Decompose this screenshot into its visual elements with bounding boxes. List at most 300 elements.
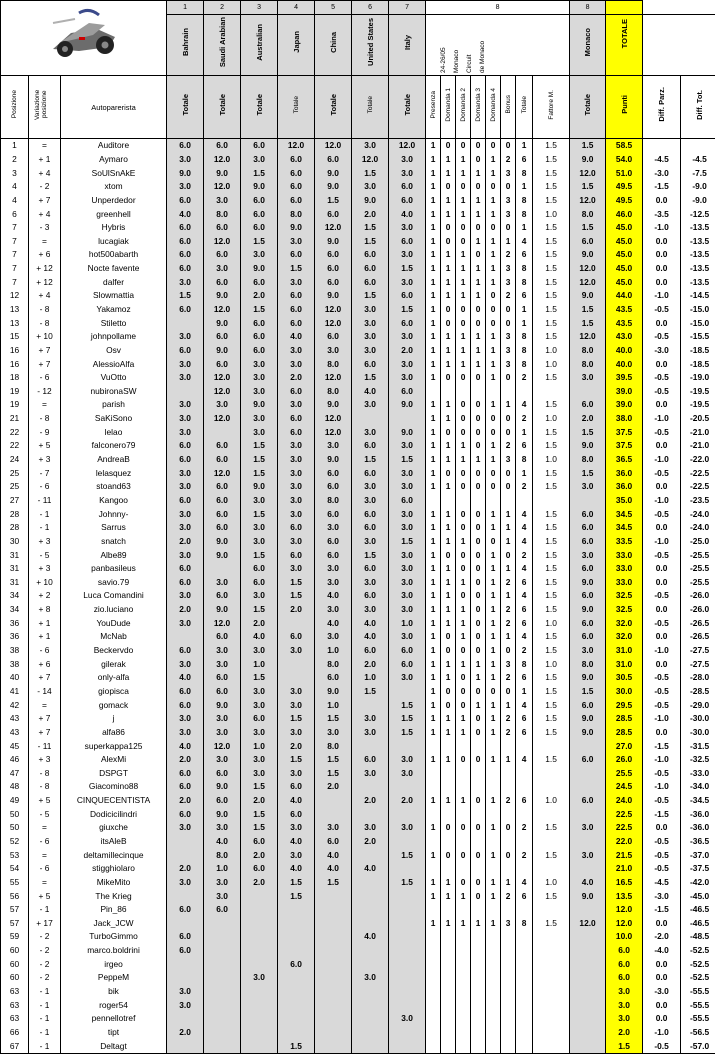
cell-name: falconero79 — [61, 439, 167, 453]
cell-d1: 1 — [441, 753, 456, 767]
cell-r5 — [315, 998, 352, 1012]
cell-fattore-m: 1.5 — [533, 289, 570, 303]
cell-fattore-m: 1.5 — [533, 180, 570, 194]
cell-d1 — [441, 739, 456, 753]
cell-d4 — [486, 903, 501, 917]
cell-d4: 0 — [486, 139, 501, 153]
cell-presenza: 1 — [426, 275, 441, 289]
cell-r8 — [570, 985, 606, 999]
cell-diff-parz: -1.0 — [643, 289, 681, 303]
cell-punti: 45.0 — [606, 248, 643, 262]
cell-gp8-totale: 2 — [516, 644, 533, 658]
cell-r3: 2.0 — [241, 616, 278, 630]
cell-fattore-m: 1.5 — [533, 753, 570, 767]
cell-diff-tot: -55.5 — [681, 1012, 715, 1026]
cell-fattore-m: 1.5 — [533, 439, 570, 453]
cell-d2: 1 — [456, 153, 471, 167]
table-row — [1, 753, 715, 767]
cell-pos: 34 — [1, 603, 29, 617]
cell-presenza: 1 — [426, 221, 441, 235]
cell-bonus: 1 — [501, 398, 516, 412]
cell-r6: 4.0 — [352, 630, 389, 644]
cell-var: - 5 — [29, 548, 61, 562]
cell-gp8-totale: 6 — [516, 439, 533, 453]
logo-cell — [1, 1, 167, 76]
cell-pos: 3 — [1, 166, 29, 180]
table-row — [1, 248, 715, 262]
cell-presenza — [426, 385, 441, 399]
cell-presenza — [426, 862, 441, 876]
cell-r4: 1.5 — [278, 589, 315, 603]
cell-d3: 1 — [471, 275, 486, 289]
cell-pos: 38 — [1, 657, 29, 671]
cell-r2: 12.0 — [204, 371, 241, 385]
cell-diff-tot: -13.5 — [681, 248, 715, 262]
cell-r5: 3.0 — [315, 439, 352, 453]
cell-diff-parz: -3.0 — [643, 344, 681, 358]
cell-d4 — [486, 971, 501, 985]
cell-diff-tot: -37.0 — [681, 848, 715, 862]
cell-d3: 1 — [471, 289, 486, 303]
cell-d1: 0 — [441, 316, 456, 330]
cell-fattore-m: 1.0 — [533, 616, 570, 630]
cell-r2: 3.0 — [204, 889, 241, 903]
cell-r8 — [570, 862, 606, 876]
cell-d3 — [471, 971, 486, 985]
cell-var: + 7 — [29, 712, 61, 726]
cell-d4 — [486, 862, 501, 876]
cell-presenza: 1 — [426, 753, 441, 767]
cell-r7: 1.5 — [389, 453, 426, 467]
table-row — [1, 357, 715, 371]
cell-r2: 12.0 — [204, 234, 241, 248]
totale-top — [606, 1, 643, 15]
cell-punti: 45.0 — [606, 234, 643, 248]
cell-r2: 6.0 — [204, 330, 241, 344]
table-row — [1, 726, 715, 740]
cell-d3: 0 — [471, 248, 486, 262]
cell-d1: 1 — [441, 535, 456, 549]
cell-r7: 3.0 — [389, 671, 426, 685]
cell-r2: 9.0 — [204, 548, 241, 562]
cell-r2: 3.0 — [204, 657, 241, 671]
cell-d1: 1 — [441, 248, 456, 262]
cell-presenza: 1 — [426, 207, 441, 221]
cell-r6: 3.0 — [352, 480, 389, 494]
cell-r2: 3.0 — [204, 712, 241, 726]
cell-diff-tot: -31.5 — [681, 739, 715, 753]
cell-d2: 0 — [456, 180, 471, 194]
cell-d4: 1 — [486, 698, 501, 712]
cell-r6: 6.0 — [352, 562, 389, 576]
cell-punti: 33.0 — [606, 576, 643, 590]
cell-r8: 6.0 — [570, 521, 606, 535]
cell-pos: 4 — [1, 180, 29, 194]
cell-r5 — [315, 1012, 352, 1026]
cell-r1: 3.0 — [167, 425, 204, 439]
cell-gp8-totale: 2 — [516, 412, 533, 426]
cell-r8: 12.0 — [570, 275, 606, 289]
cell-r6: 1.5 — [352, 453, 389, 467]
cell-gp8-totale: 6 — [516, 616, 533, 630]
cell-r2: 3.0 — [204, 753, 241, 767]
cell-r6 — [352, 412, 389, 426]
cell-var: - 6 — [29, 862, 61, 876]
cell-d1: 0 — [441, 139, 456, 153]
cell-gp8-totale — [516, 944, 533, 958]
cell-r3: 6.0 — [241, 562, 278, 576]
cell-r6: 3.0 — [352, 603, 389, 617]
cell-diff-tot: -56.5 — [681, 1026, 715, 1040]
cell-d4 — [486, 807, 501, 821]
cell-diff-parz: -0.5 — [643, 385, 681, 399]
cell-d3: 0 — [471, 153, 486, 167]
cell-pos: 25 — [1, 466, 29, 480]
cell-r4: 2.0 — [278, 603, 315, 617]
cell-presenza — [426, 1012, 441, 1026]
cell-r8 — [570, 494, 606, 508]
race-number-6: 6 — [352, 1, 389, 15]
cell-gp8-totale — [516, 1012, 533, 1026]
cell-r4: 3.0 — [278, 726, 315, 740]
cell-r2: 8.0 — [204, 207, 241, 221]
cell-var: - 2 — [29, 957, 61, 971]
cell-var: - 1 — [29, 903, 61, 917]
col-totale-8: Totale — [583, 94, 592, 116]
cell-d4 — [486, 944, 501, 958]
cell-fattore-m — [533, 985, 570, 999]
cell-fattore-m: 1.5 — [533, 166, 570, 180]
cell-diff-tot: -21.0 — [681, 425, 715, 439]
cell-pos: 53 — [1, 848, 29, 862]
cell-gp8-totale: 2 — [516, 821, 533, 835]
cell-r7 — [389, 957, 426, 971]
cell-d1: 1 — [441, 671, 456, 685]
race-number-7: 7 — [389, 1, 426, 15]
cell-d2: 1 — [456, 794, 471, 808]
cell-r4: 3.0 — [278, 562, 315, 576]
cell-diff-parz: -0.5 — [643, 1039, 681, 1053]
cell-d4: 1 — [486, 889, 501, 903]
cell-punti: 39.5 — [606, 371, 643, 385]
cell-r2: 3.0 — [204, 194, 241, 208]
cell-r8 — [570, 807, 606, 821]
cell-var: - 8 — [29, 766, 61, 780]
cell-r3 — [241, 944, 278, 958]
cell-diff-parz: 0.0 — [643, 971, 681, 985]
cell-bonus — [501, 971, 516, 985]
cell-bonus — [501, 739, 516, 753]
cell-r3: 1.5 — [241, 166, 278, 180]
table-row — [1, 385, 715, 399]
cell-d3 — [471, 1039, 486, 1053]
table-row — [1, 589, 715, 603]
cell-fattore-m: 1.5 — [533, 889, 570, 903]
cell-d2: 0 — [456, 562, 471, 576]
cell-r5: 12.0 — [315, 221, 352, 235]
table-row — [1, 425, 715, 439]
cell-name: DSPGT — [61, 766, 167, 780]
cell-fattore-m: 1.0 — [533, 876, 570, 890]
cell-d4: 1 — [486, 671, 501, 685]
cell-d3: 0 — [471, 589, 486, 603]
cell-d4: 0 — [486, 303, 501, 317]
cell-presenza — [426, 944, 441, 958]
cell-gp8-totale — [516, 985, 533, 999]
cell-d2 — [456, 780, 471, 794]
cell-var: - 6 — [29, 835, 61, 849]
cell-d2: 0 — [456, 234, 471, 248]
cell-r4: 6.0 — [278, 316, 315, 330]
cell-bonus: 1 — [501, 562, 516, 576]
cell-d2: 0 — [456, 821, 471, 835]
cell-d1: 1 — [441, 521, 456, 535]
cell-r3 — [241, 1012, 278, 1026]
cell-d3 — [471, 985, 486, 999]
cell-gp8-totale — [516, 1039, 533, 1053]
cell-bonus — [501, 985, 516, 999]
cell-diff-tot: -9.0 — [681, 194, 715, 208]
cell-r4: 3.0 — [278, 821, 315, 835]
cell-d4: 1 — [486, 166, 501, 180]
cell-name: j — [61, 712, 167, 726]
cell-r3: 9.0 — [241, 180, 278, 194]
cell-pos: 18 — [1, 371, 29, 385]
cell-bonus — [501, 944, 516, 958]
cell-r1: 2.0 — [167, 1026, 204, 1040]
cell-r1: 6.0 — [167, 685, 204, 699]
cell-pos: 54 — [1, 862, 29, 876]
cell-name: dalfer — [61, 275, 167, 289]
cell-name: marco.boldrini — [61, 944, 167, 958]
cell-r8: 6.0 — [570, 616, 606, 630]
table-row — [1, 1012, 715, 1026]
cell-diff-tot: -28.5 — [681, 685, 715, 699]
col-totale-6: Totale — [367, 96, 374, 113]
cell-diff-tot: -25.5 — [681, 562, 715, 576]
cell-d4: 1 — [486, 507, 501, 521]
cell-name: xtom — [61, 180, 167, 194]
cell-name: gilerak — [61, 657, 167, 671]
table-row — [1, 1026, 715, 1040]
cell-punti: 43.5 — [606, 316, 643, 330]
cell-d1: 1 — [441, 412, 456, 426]
cell-var: = — [29, 139, 61, 153]
cell-name: lelao — [61, 425, 167, 439]
cell-r8: 1.5 — [570, 466, 606, 480]
cell-r2: 6.0 — [204, 671, 241, 685]
cell-name: only-alfa — [61, 671, 167, 685]
cell-bonus: 2 — [501, 794, 516, 808]
cell-d2: 0 — [456, 671, 471, 685]
cell-diff-parz: -0.5 — [643, 616, 681, 630]
cell-name: VuOtto — [61, 371, 167, 385]
cell-d3: 0 — [471, 685, 486, 699]
cell-r6: 3.0 — [352, 494, 389, 508]
cell-r2: 6.0 — [204, 139, 241, 153]
cell-r2: 6.0 — [204, 453, 241, 467]
table-row — [1, 821, 715, 835]
cell-diff-parz: -0.5 — [643, 671, 681, 685]
cell-d4: 1 — [486, 153, 501, 167]
cell-punti: 28.5 — [606, 726, 643, 740]
cell-r3: 1.5 — [241, 548, 278, 562]
cell-gp8-totale — [516, 835, 533, 849]
cell-r5: 6.0 — [315, 248, 352, 262]
cell-d4: 1 — [486, 821, 501, 835]
cell-d2: 0 — [456, 303, 471, 317]
cell-r6: 3.0 — [352, 535, 389, 549]
cell-fattore-m: 1.5 — [533, 917, 570, 931]
table-row — [1, 303, 715, 317]
cell-presenza: 1 — [426, 616, 441, 630]
cell-r7: 3.0 — [389, 166, 426, 180]
cell-diff-tot: -12.5 — [681, 207, 715, 221]
cell-diff-tot: -46.5 — [681, 917, 715, 931]
cell-r6 — [352, 698, 389, 712]
cell-bonus: 1 — [501, 630, 516, 644]
cell-punti: 2.0 — [606, 1026, 643, 1040]
cell-r8 — [570, 930, 606, 944]
cell-diff-parz: -0.5 — [643, 425, 681, 439]
cell-presenza: 1 — [426, 562, 441, 576]
cell-r3: 1.0 — [241, 657, 278, 671]
cell-r2: 3.0 — [204, 876, 241, 890]
cell-r3: 3.0 — [241, 521, 278, 535]
cell-d3: 1 — [471, 330, 486, 344]
cell-r7 — [389, 1039, 426, 1053]
cell-r3: 3.0 — [241, 494, 278, 508]
cell-presenza: 1 — [426, 262, 441, 276]
cell-d1: 1 — [441, 576, 456, 590]
cell-fattore-m: 1.0 — [533, 794, 570, 808]
cell-r8: 9.0 — [570, 248, 606, 262]
cell-r5: 8.0 — [315, 657, 352, 671]
cell-r8: 8.0 — [570, 657, 606, 671]
cell-d4: 1 — [486, 330, 501, 344]
cell-presenza: 1 — [426, 439, 441, 453]
cell-fattore-m: 1.5 — [533, 535, 570, 549]
cell-r8: 9.0 — [570, 603, 606, 617]
cell-presenza — [426, 494, 441, 508]
cell-r3: 6.0 — [241, 221, 278, 235]
cell-d3: 1 — [471, 917, 486, 931]
cell-r2: 12.0 — [204, 616, 241, 630]
cell-presenza: 1 — [426, 234, 441, 248]
cell-pos: 46 — [1, 753, 29, 767]
cell-punti: 44.0 — [606, 289, 643, 303]
cell-d4: 1 — [486, 275, 501, 289]
cell-pos: 4 — [1, 194, 29, 208]
race-bahrain: Bahrain — [181, 28, 190, 56]
cell-punti: 10.0 — [606, 930, 643, 944]
cell-r4 — [278, 1026, 315, 1040]
cell-d1: 1 — [441, 357, 456, 371]
cell-r5: 6.0 — [315, 262, 352, 276]
cell-gp8-totale: 6 — [516, 712, 533, 726]
cell-r2 — [204, 957, 241, 971]
cell-r3: 6.0 — [241, 862, 278, 876]
cell-r2 — [204, 1012, 241, 1026]
cell-d4: 1 — [486, 357, 501, 371]
cell-diff-tot: -22.0 — [681, 453, 715, 467]
cell-r1: 3.0 — [167, 998, 204, 1012]
cell-punti: 22.0 — [606, 835, 643, 849]
cell-r4 — [278, 616, 315, 630]
cell-bonus — [501, 1039, 516, 1053]
cell-fattore-m: 1.5 — [533, 234, 570, 248]
cell-r3: 3.0 — [241, 425, 278, 439]
cell-d1: 0 — [441, 644, 456, 658]
cell-pos: 13 — [1, 303, 29, 317]
cell-r3: 6.0 — [241, 330, 278, 344]
cell-diff-tot: -18.5 — [681, 357, 715, 371]
cell-diff-parz: 0.0 — [643, 603, 681, 617]
cell-diff-parz: 0.0 — [643, 521, 681, 535]
cell-d1: 1 — [441, 726, 456, 740]
cell-gp8-totale — [516, 1026, 533, 1040]
cell-fattore-m — [533, 957, 570, 971]
cell-d3: 0 — [471, 535, 486, 549]
cell-presenza — [426, 930, 441, 944]
table-row — [1, 889, 715, 903]
cell-bonus: 0 — [501, 180, 516, 194]
cell-gp8-totale: 8 — [516, 357, 533, 371]
cell-name: PeppeM — [61, 971, 167, 985]
cell-presenza — [426, 1026, 441, 1040]
cell-punti: 25.5 — [606, 766, 643, 780]
cell-r5: 1.0 — [315, 644, 352, 658]
cell-d3 — [471, 944, 486, 958]
cell-r6 — [352, 957, 389, 971]
cell-name: Slowmattia — [61, 289, 167, 303]
cell-r5: 3.0 — [315, 521, 352, 535]
cell-pos: 31 — [1, 576, 29, 590]
cell-d2 — [456, 1026, 471, 1040]
cell-r5: 12.0 — [315, 425, 352, 439]
col-domanda-3: Domanda 3 — [475, 88, 482, 122]
cell-bonus — [501, 862, 516, 876]
cell-r8 — [570, 766, 606, 780]
cell-r8: 2.0 — [570, 412, 606, 426]
cell-r8: 12.0 — [570, 330, 606, 344]
totale-header: TOTALE — [620, 19, 629, 48]
cell-punti: 37.5 — [606, 425, 643, 439]
cell-d1: 1 — [441, 917, 456, 931]
cell-r6: 6.0 — [352, 589, 389, 603]
cell-r8: 6.0 — [570, 507, 606, 521]
cell-r7 — [389, 903, 426, 917]
cell-r2 — [204, 562, 241, 576]
cell-diff-tot: -13.5 — [681, 275, 715, 289]
cell-r7 — [389, 998, 426, 1012]
cell-name: Luca Comandini — [61, 589, 167, 603]
cell-r8: 6.0 — [570, 753, 606, 767]
cell-presenza — [426, 766, 441, 780]
cell-r1: 6.0 — [167, 494, 204, 508]
cell-pos: 50 — [1, 821, 29, 835]
cell-diff-parz: -1.5 — [643, 903, 681, 917]
cell-diff-tot: -55.5 — [681, 998, 715, 1012]
cell-d3: 0 — [471, 876, 486, 890]
table-row — [1, 494, 715, 508]
cell-name: johnpollame — [61, 330, 167, 344]
cell-var: + 6 — [29, 657, 61, 671]
cell-pos: 1 — [1, 139, 29, 153]
cell-r3: 2.0 — [241, 876, 278, 890]
cell-r7: 6.0 — [389, 180, 426, 194]
cell-pos: 31 — [1, 562, 29, 576]
